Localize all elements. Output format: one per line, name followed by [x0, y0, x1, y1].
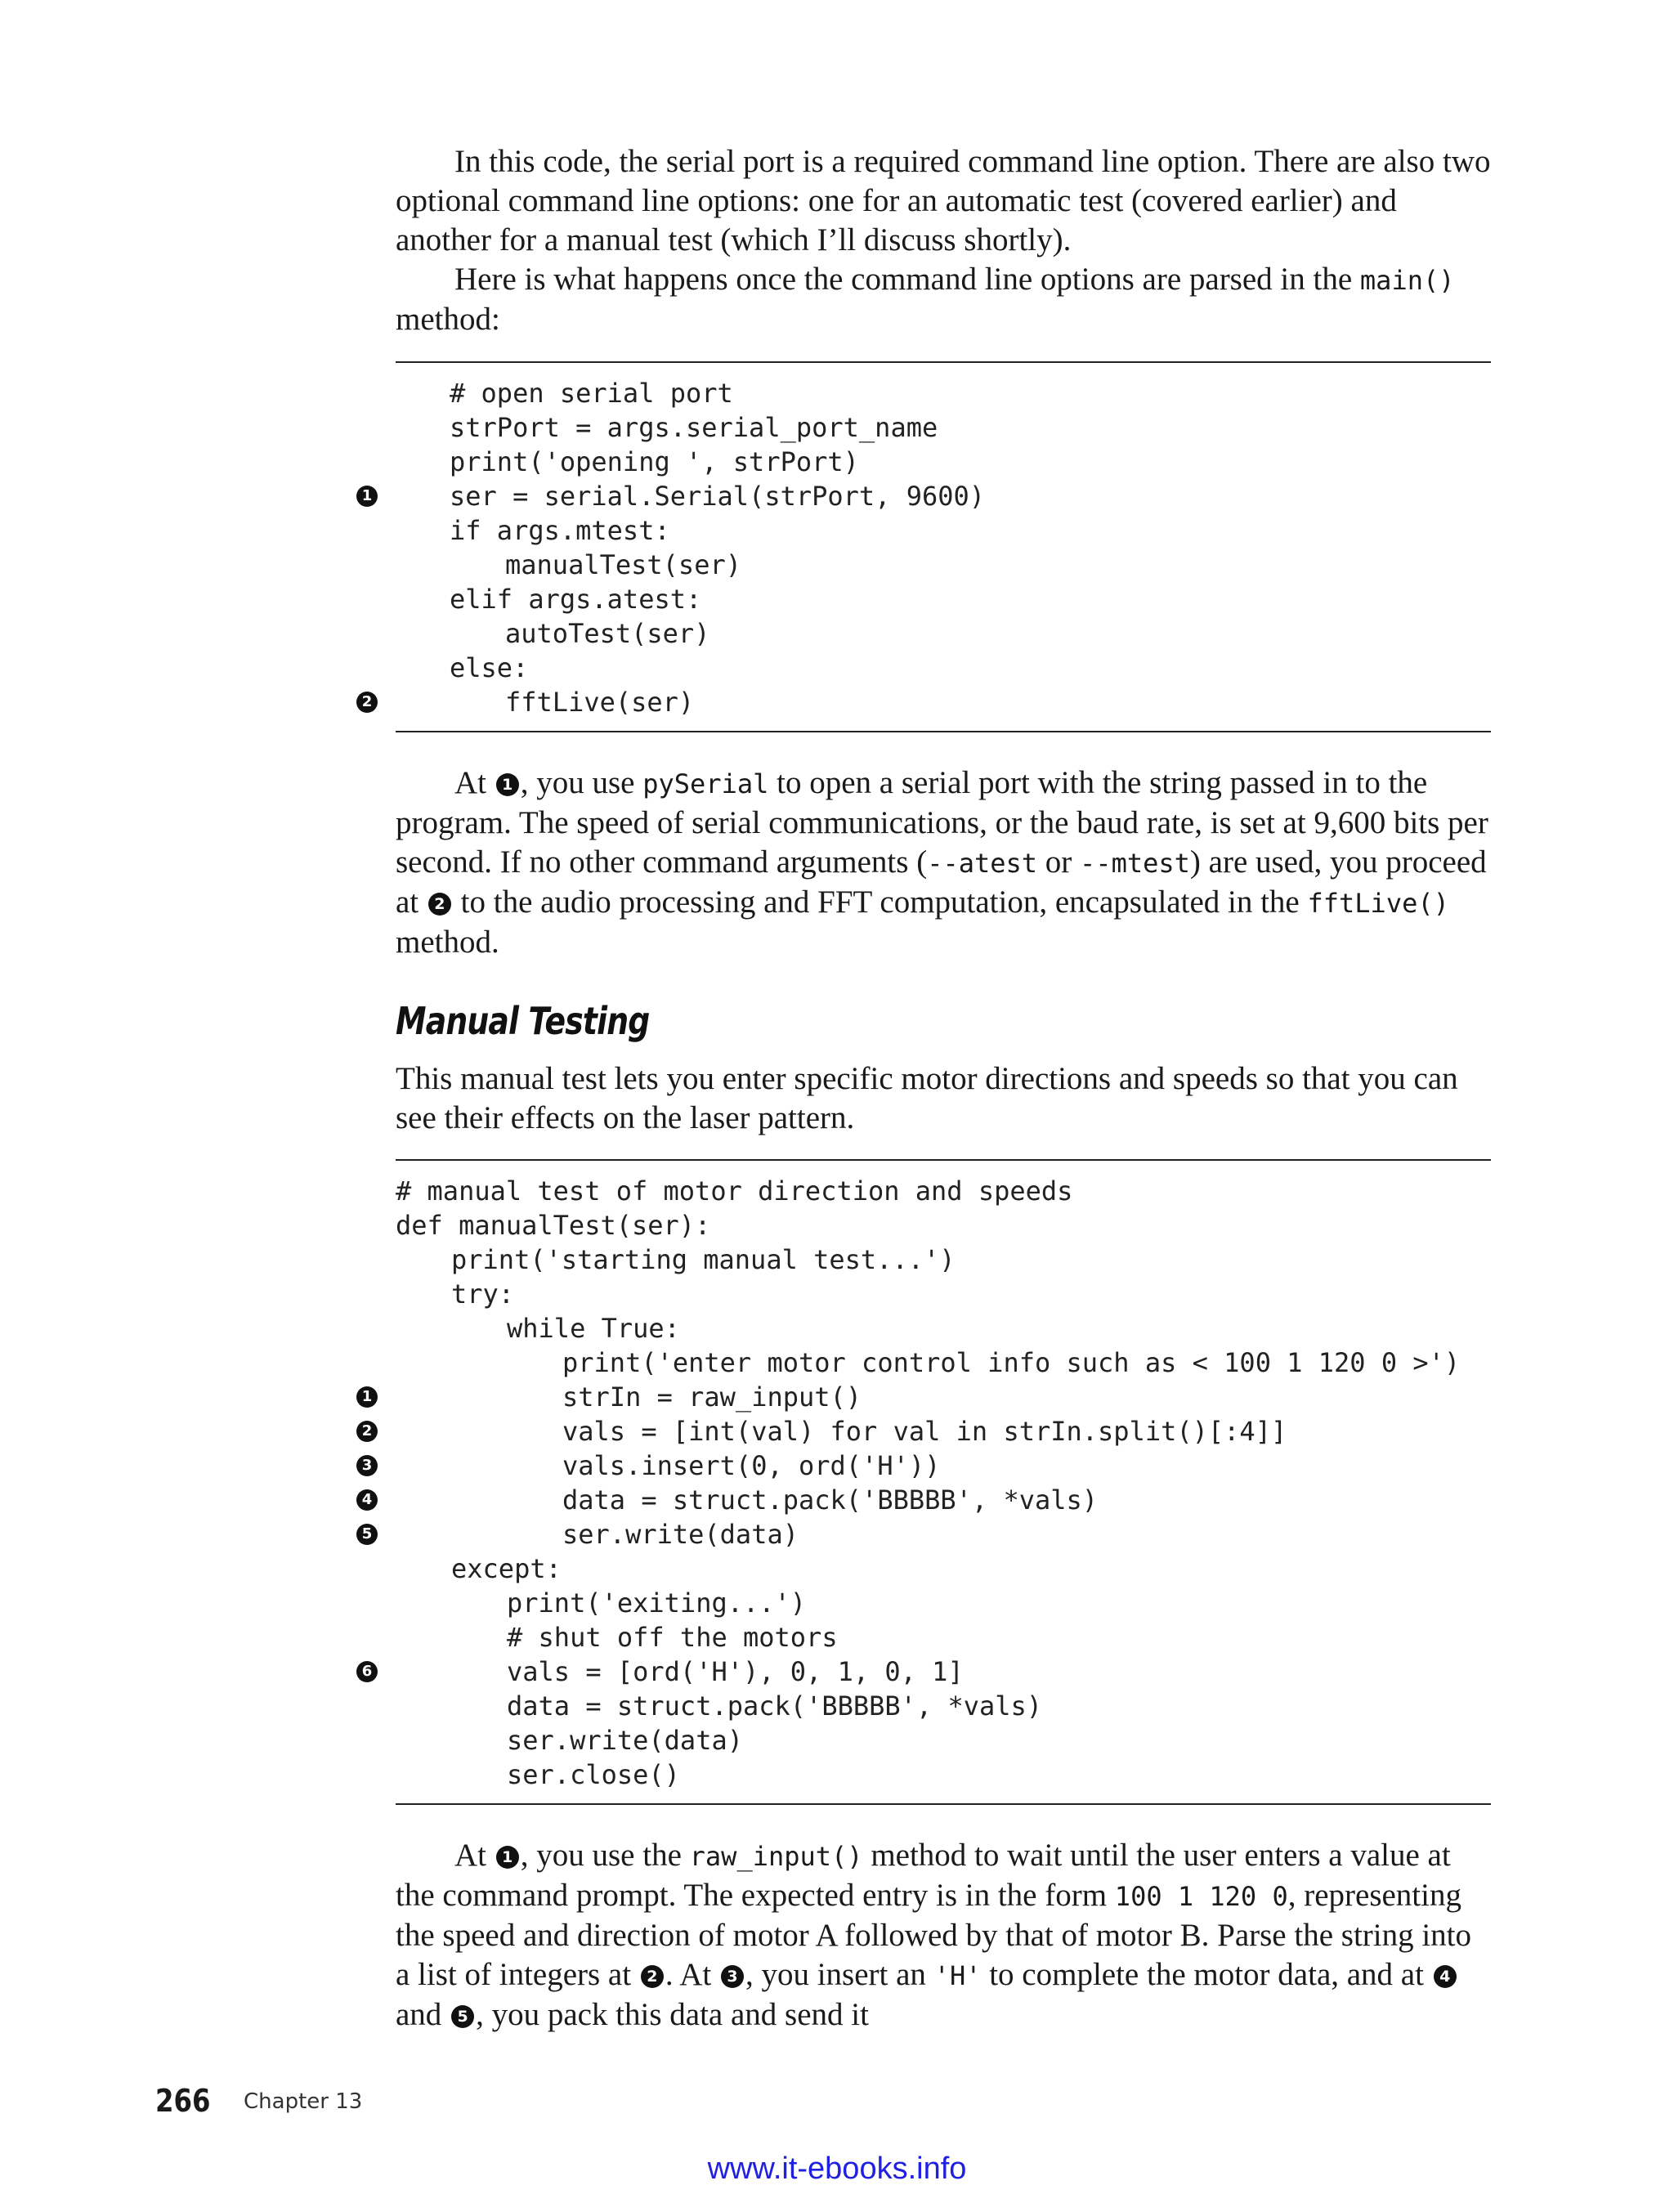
code-line: if args.mtest: — [450, 515, 670, 546]
explanation-text — [396, 763, 1491, 962]
code-line: ser = serial.Serial(strPort, 9600) — [450, 481, 986, 512]
code-line: # shut off the motors — [507, 1622, 838, 1653]
callout-marker: 5 — [451, 2005, 474, 2028]
final-text — [396, 1836, 1491, 2035]
code-line: ser.write(data) — [562, 1519, 799, 1550]
callout-marker: 4 — [1434, 1965, 1457, 1988]
code-bottom-rule — [396, 731, 1491, 732]
code-line: data = struct.pack('BBBBB', *vals) — [507, 1690, 1043, 1722]
code-line: ser.write(data) — [507, 1725, 743, 1756]
callout-marker: 2 — [641, 1965, 664, 1988]
code-line: manualTest(ser) — [505, 549, 741, 580]
callout-marker: 3 — [356, 1455, 378, 1476]
callout-marker: 2 — [356, 1421, 378, 1442]
callout-marker: 5 — [356, 1524, 378, 1545]
page-number: 266 — [155, 2083, 211, 2119]
callout-marker: 2 — [356, 692, 378, 713]
code-line: except: — [451, 1553, 562, 1584]
code-line: autoTest(ser) — [505, 618, 710, 649]
watermark-link[interactable]: www.it-ebooks.info — [707, 2152, 967, 2186]
callout-marker: 1 — [496, 773, 519, 796]
code-line: print('exiting...') — [507, 1587, 807, 1619]
intro-paragraph-2: Here is what happens once the command line options are parsed in the main() method: — [396, 262, 1455, 337]
code-top-rule — [396, 361, 1491, 363]
code-bottom-rule — [396, 1803, 1491, 1805]
explanation-paragraph: At 1 , you use pySerial to open a serial port with the string passed in to the program. The speed of serial communications, or the baud rate, is set at 9,600 bits per second. If no other command arguments (--atest or --mtest) are used, you proceed at 2 to the audio processing and FFT computation, encapsulated in the fftLive() method. — [396, 765, 1488, 960]
callout-marker: 4 — [356, 1489, 378, 1511]
code-line: vals.insert(0, ord('H')) — [562, 1450, 941, 1481]
code-line: strPort = args.serial_port_name — [450, 412, 938, 443]
callout-marker: 3 — [721, 1965, 744, 1988]
code-line: def manualTest(ser): — [396, 1210, 711, 1241]
code-line: strIn = raw_input() — [562, 1381, 862, 1413]
callout-marker: 6 — [356, 1661, 378, 1682]
section-intro-paragraph: This manual test lets you enter specific motor directions and speeds so that you can see their effects on the laser pattern. — [396, 1061, 1458, 1135]
section-intro — [396, 1059, 1491, 1138]
code-line: vals = [int(val) for val in strIn.split()[:4]] — [562, 1416, 1287, 1447]
callout-marker: 1 — [356, 1386, 378, 1408]
code-line: data = struct.pack('BBBBB', *vals) — [562, 1484, 1099, 1516]
code-line: try: — [451, 1278, 515, 1310]
code-line: elif args.atest: — [450, 584, 702, 615]
callout-marker: 1 — [356, 486, 378, 507]
callout-marker: 2 — [428, 893, 451, 916]
code-line: ser.close() — [507, 1759, 680, 1790]
intro-text — [396, 142, 1491, 339]
code-line: # open serial port — [450, 378, 733, 409]
code-line: fftLive(ser) — [505, 687, 695, 718]
chapter-label: Chapter 13 — [244, 2089, 363, 2114]
final-paragraph: At 1 , you use the raw_input() method to wait until the user enters a value at the command prompt. The expected entry is in the form 100 1 120 0, representing the speed and direction of motor A followed by that of motor B. Parse the string into a list of integers at 2 . At 3 , you insert an 'H' to complete the motor data, and at 4 and 5 , you pack this data and send it — [396, 1838, 1472, 2032]
code-line: vals = [ord('H'), 0, 1, 0, 1] — [507, 1656, 964, 1687]
code-line: print('starting manual test...') — [451, 1244, 956, 1275]
callout-marker: 1 — [496, 1846, 519, 1869]
code-line: while True: — [507, 1313, 680, 1344]
intro-paragraph-1: In this code, the serial port is a required command line option. There are also two optional command line options: one for an automatic test (covered earlier) and another for a manual test (which I’ll discuss shortly). — [396, 144, 1491, 257]
code-line: print('enter motor control info such as < 100 1 120 0 >') — [562, 1347, 1461, 1378]
section-heading: Manual Testing — [396, 999, 650, 1043]
code-line: else: — [450, 652, 529, 683]
code-line: print('opening ', strPort) — [450, 446, 859, 477]
code-top-rule — [396, 1159, 1491, 1161]
code-line: # manual test of motor direction and speeds — [396, 1175, 1073, 1207]
